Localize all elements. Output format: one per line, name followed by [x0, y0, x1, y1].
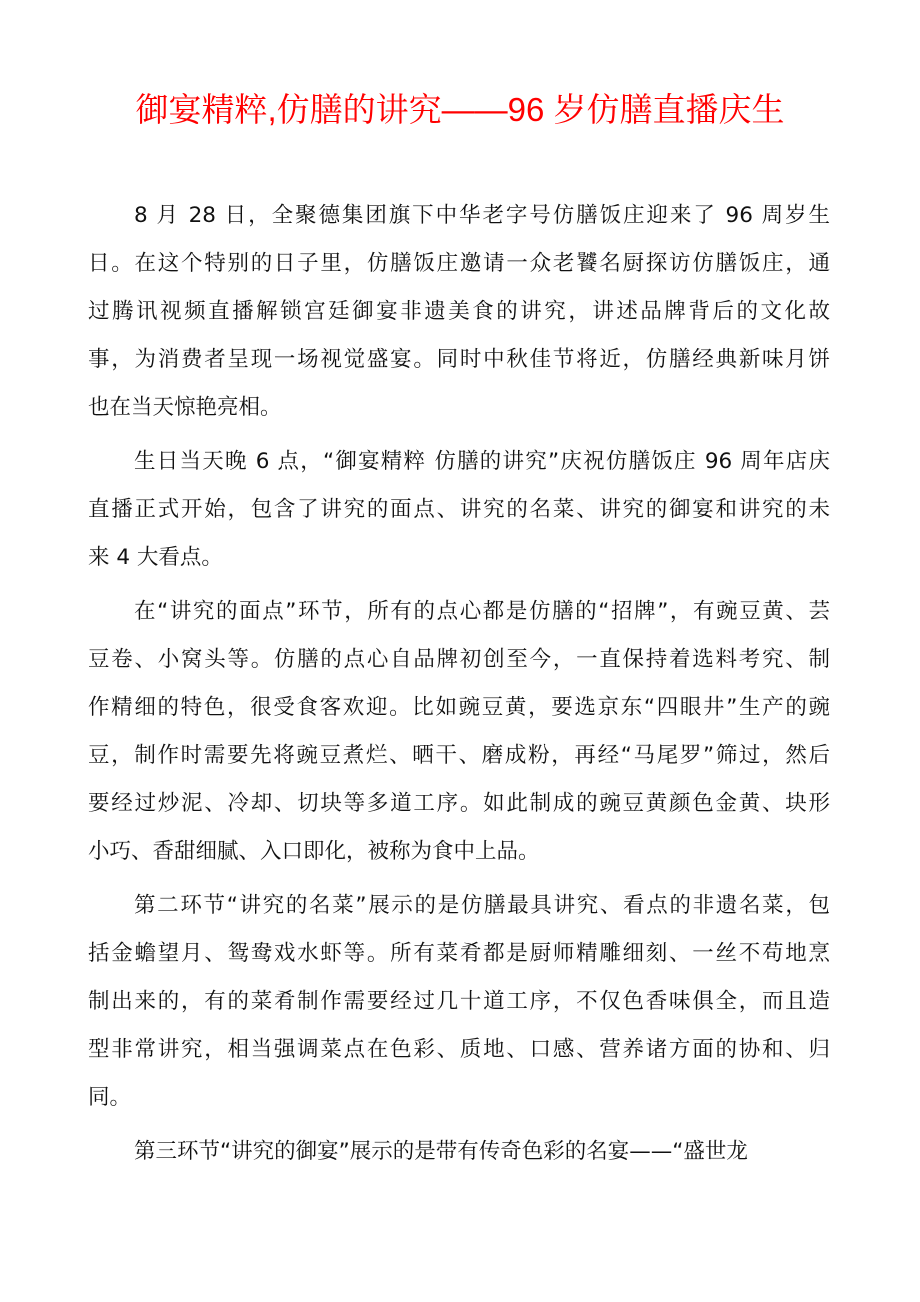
paragraph-line: 事，为消费者呈现一场视觉盛宴。同时中秋佳节将近，仿膳经典新味月饼: [88, 347, 830, 372]
paragraph-line: 第二环节“讲究的名菜”展示的是仿膳最具讲究、看点的非遗名菜，包: [134, 893, 830, 918]
paragraph-line: 作精细的特色，很受食客欢迎。比如豌豆黄，要选京东“四眼井”生产的豌: [88, 695, 830, 720]
paragraph-line: 小巧、香甜细腻、入口即化，被称为食中上品。: [88, 839, 540, 864]
paragraph: [88, 192, 830, 432]
paragraph-line: 制出来的，有的菜肴制作需要经过几十道工序，不仅色香味俱全，而且造: [88, 989, 830, 1014]
paragraph-line: 豆，制作时需要先将豌豆煮烂、晒干、磨成粉，再经“马尾罗”筛过，然后: [88, 743, 830, 768]
paragraph-line: 生日当天晚 6 点，“御宴精粹 仿膳的讲究”庆祝仿膳饭庄 96 周年店庆: [134, 449, 830, 474]
paragraph: [88, 1128, 830, 1176]
paragraph-line: 括金蟾望月、鸳鸯戏水虾等。所有菜肴都是厨师精雕细刻、一丝不苟地烹: [88, 941, 830, 966]
paragraph: [88, 588, 830, 876]
paragraph-line: 要经过炒泥、冷却、切块等多道工序。如此制成的豌豆黄颜色金黄、块形: [88, 791, 830, 816]
paragraph-line: 也在当天惊艳亮相。: [88, 395, 282, 420]
paragraph-line: 来 4 大看点。: [88, 545, 223, 570]
paragraph-line: 豆卷、小窝头等。仿膳的点心自品牌初创至今，一直保持着选料考究、制: [88, 647, 830, 672]
paragraph-line: 日。在这个特别的日子里，仿膳饭庄邀请一众老饕名厨探访仿膳饭庄，通: [88, 251, 830, 276]
paragraph: [88, 438, 830, 582]
paragraph-line: 在“讲究的面点”环节，所有的点心都是仿膳的“招牌”，有豌豆黄、芸: [134, 599, 830, 624]
paragraph-line: 型非常讲究，相当强调菜点在色彩、质地、口感、营养诸方面的协和、归: [88, 1037, 830, 1062]
paragraph-line: 同。: [88, 1085, 132, 1110]
paragraph-line: 过腾讯视频直播解锁宫廷御宴非遗美食的讲究，讲述品牌背后的文化故: [88, 299, 830, 324]
paragraph-line: 8 月 28 日，全聚德集团旗下中华老字号仿膳饭庄迎来了 96 周岁生: [134, 203, 830, 228]
document-body: [88, 192, 830, 1182]
paragraph: [88, 882, 830, 1122]
paragraph-line: 直播正式开始，包含了讲究的面点、讲究的名菜、讲究的御宴和讲究的未: [88, 497, 830, 522]
paragraph-line: 第三环节“讲究的御宴”展示的是带有传奇色彩的名宴——“盛世龙: [134, 1139, 748, 1164]
document-title: 御宴精粹,仿膳的讲究——96 岁仿膳直播庆生: [135, 91, 785, 128]
